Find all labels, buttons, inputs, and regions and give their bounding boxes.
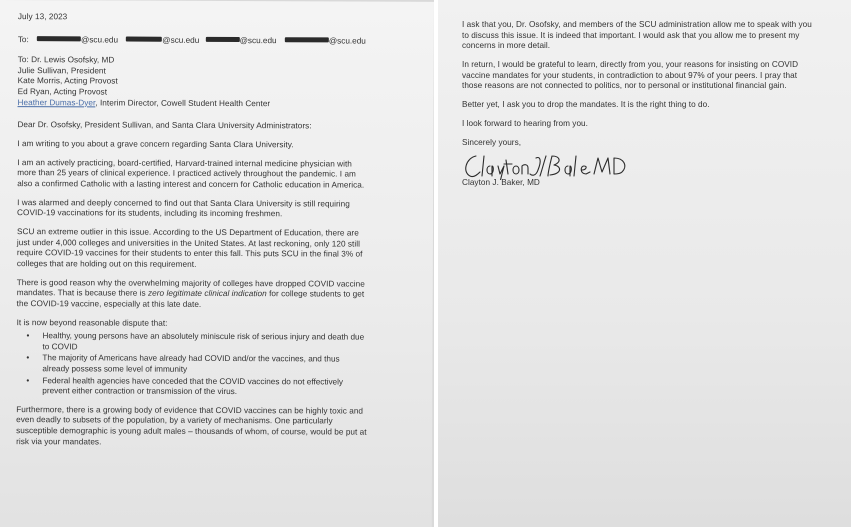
text-line: concerns in more detail. (462, 41, 551, 51)
paragraph-credentials (17, 158, 423, 192)
text-line: COVID-19 vaccinations for its students, including its incoming freshmen. (17, 208, 283, 219)
bullet-item (42, 331, 422, 354)
paragraph-dispute-intro: It is now beyond reasonable dispute that: (16, 317, 168, 328)
recipient-line (18, 98, 424, 110)
bullet-item (42, 354, 422, 377)
signature-scribble (462, 152, 632, 180)
text-line: colleges that are holding out on this requirement. (16, 258, 197, 269)
redacted-email-user (285, 37, 329, 42)
paragraph-reason (17, 278, 423, 312)
salutation: Dear Dr. Osofsky, President Sullivan, and Santa Clara University Administrators: (17, 120, 312, 131)
redacted-email-user (126, 36, 162, 41)
text-line: already possess some level of immunity (42, 364, 188, 374)
text-line: • The majority of Americans have already had COVID and/or the vaccines, and thus (42, 353, 340, 364)
recipient-title: , Interim Director, Cowell Student Health Center (95, 97, 271, 108)
recipient-block (18, 55, 424, 110)
letter-date: July 13, 2023 (17, 12, 68, 22)
handwritten-signature (462, 152, 839, 178)
letter-page-2 (438, 0, 851, 527)
text-line: vaccine mandates for your students, in contradiction to about 97% of your peers. I pray that (462, 70, 798, 80)
text-line: prevent either contraction or transmission of the virus. (42, 386, 238, 397)
paragraph-look-forward: I look forward to hearing from you. (462, 118, 588, 128)
text-line: There is good reason why the overwhelming majority of colleges have dropped COVID vaccine (16, 277, 365, 289)
to-label: To: (17, 34, 29, 44)
text-line: to COVID (42, 341, 78, 352)
recipient-linked-name[interactable]: Heather Dumas-Dyer (17, 97, 96, 107)
paragraph-request-meeting (462, 20, 839, 52)
text-line: I am an actively practicing, board-certified, Harvard-trained internal medicine physician with (17, 157, 352, 169)
text-line: • Federal health agencies have conceded that the COVID vaccines do not effectively (42, 375, 344, 387)
text-line: require COVID-19 vaccines for their students to enter this fall. This puts SCU in the final 3% of (16, 248, 363, 259)
text-line: to discuss this issue. It is indeed that important. I would ask that you allow me to present my (462, 30, 800, 40)
text-line: risk via your mandates. (16, 436, 102, 446)
bullet-list (16, 331, 422, 398)
text-line: also a confirmed Catholic with a lasting interest and concern for Catholic education in America. (17, 178, 365, 190)
signer-name: Clayton J. Baker, MD (462, 178, 540, 188)
text-span: mandates. That is because there is (16, 288, 149, 298)
text-line: In return, I would be grateful to learn, directly from you, your reasons for insisting on COVID (462, 59, 799, 69)
paragraph-request-reasons (462, 60, 839, 92)
text-line: the COVID-19 vaccine, especially at this late date. (16, 298, 202, 309)
text-line: Furthermore, there is a growing body of evidence that COVID vaccines can be highly toxic and (16, 404, 364, 416)
text-line: I ask that you, Dr. Osofsky, and members of the SCU administration allow me to speak with you (462, 20, 812, 29)
text-line: SCU an extreme outlier in this issue. According to the US Department of Education, there are (16, 227, 359, 238)
recipient-line: Kate Morris, Acting Provost (17, 76, 118, 86)
email-domain: @scu.edu (162, 35, 200, 45)
text-line: • Healthy, young persons have an absolutely miniscule risk of serious injury and death due (42, 331, 365, 342)
text-line: just under 4,000 colleges and universities in the United States. At last reckoning, only 120 still (16, 237, 361, 249)
paragraph-intro: I am writing to you about a grave concern regarding Santa Clara University. (17, 139, 294, 150)
text-line: susceptible demographic is young adult males – thousands of whom, of course, would be put at (16, 426, 367, 437)
paragraph-toxicity (16, 405, 422, 449)
recipient-line: Julie Sullivan, President (17, 65, 106, 76)
redacted-email-user (206, 36, 240, 41)
email-domain: @scu.edu (328, 36, 366, 46)
bullet-item (42, 376, 422, 399)
redacted-email-user (37, 36, 81, 41)
closing: Sincerely yours, (462, 137, 522, 147)
email-domain: @scu.edu (81, 34, 119, 45)
text-line: more than 25 years of clinical experience. I practiced actively throughout the pandemic. I am (17, 168, 356, 179)
text-span: for college students to get (266, 289, 365, 299)
text-line: even deadly to subsets of the population, by a variety of mechanisms. One particularly (16, 415, 333, 426)
paragraph-drop-mandates: Better yet, I ask you to drop the mandates. It is the right thing to do. (462, 99, 710, 109)
email-to-line (18, 35, 424, 47)
recipient-line: Ed Ryan, Acting Provost (17, 87, 108, 97)
email-domain: @scu.edu (239, 35, 277, 45)
text-line: I was alarmed and deeply concerned to find out that Santa Clara University is still requiring (17, 197, 350, 209)
text-line: those reasons are not connected to politics, nor to personal or institutional financial gain. (462, 81, 787, 91)
emphasis-text: zero legitimate clinical indication (148, 288, 267, 299)
recipient-line: To: Dr. Lewis Osofsky, MD (17, 55, 115, 65)
paragraph-outlier (17, 227, 423, 271)
paragraph-concern (17, 198, 423, 221)
